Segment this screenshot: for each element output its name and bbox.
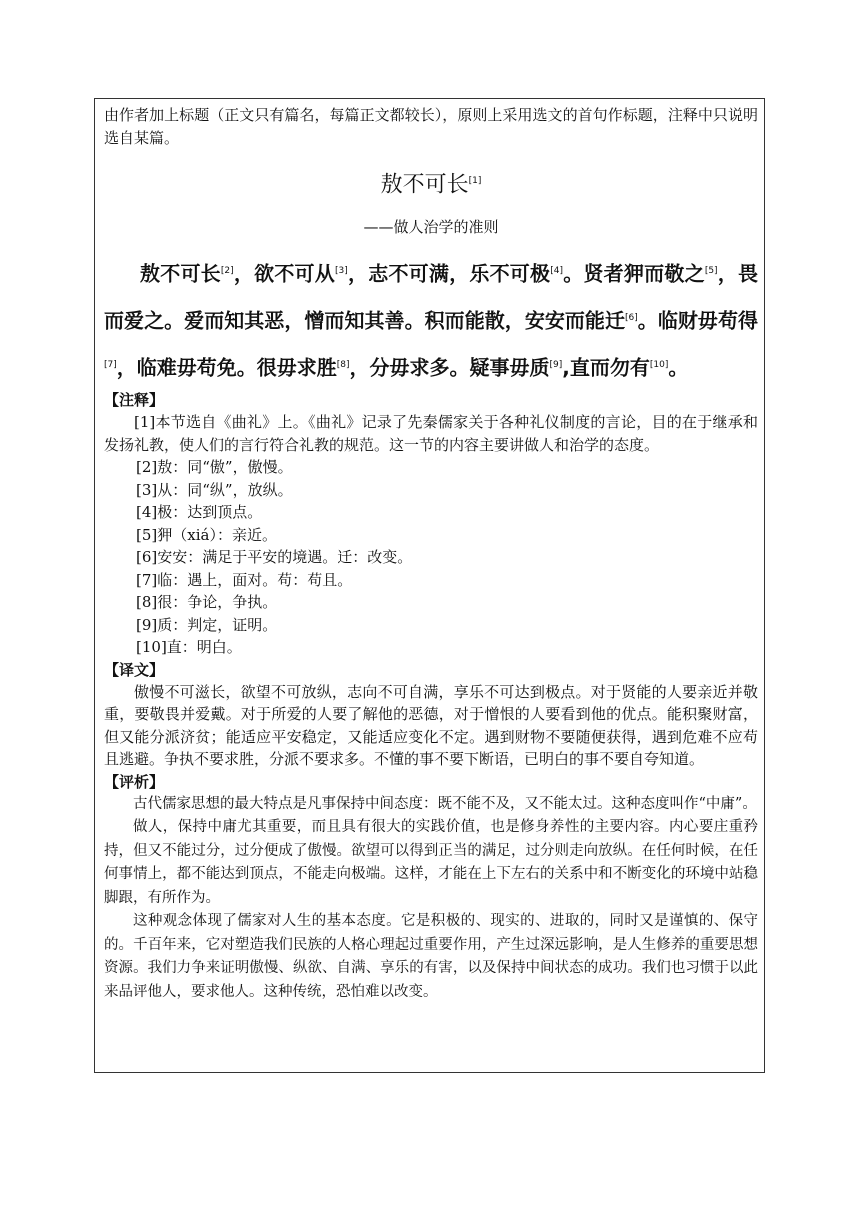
- main-text: [104, 249, 758, 389]
- main-text-segment: ，欲不可从: [233, 261, 336, 286]
- main-text-segment: 。贤者狎而敬之: [563, 261, 705, 286]
- page-title: [104, 163, 758, 203]
- intro-paragraph: 由作者加上标题（正文只有篇名，每篇正文都较长），原则上采用选文的首句作标题，注释中只说明选自某篇。: [104, 106, 758, 147]
- footnote-ref: [9]: [549, 359, 563, 370]
- analysis-paragraph: 古代儒家思想的最大特点是凡事保持中间态度：既不能不及，又不能太过。这种态度叫作“中庸”。: [133, 795, 757, 812]
- notes-heading: 【注释】: [104, 391, 165, 410]
- note-item: [5]狎（xiá）：亲近。: [136, 525, 277, 544]
- note-item: [10]直：明白。: [136, 638, 242, 657]
- analysis-paragraph: 这种观念体现了儒家对人生的基本态度。它是积极的、现实的、进取的，同时又是谨慎的、保守的。千百年来，它对塑造我们民族的人格心理起过重要作用，产生过深远影响，是人生修养的重要思想资源。我们力争来证明傲慢、纵欲、自满、享乐的有害，以及保持中间状态的成功。我们也习惯于以此来品评他人，要求他人。这种传统，恐怕难以改变。: [104, 913, 758, 1000]
- title-text: 敖不可长: [380, 172, 469, 198]
- note-item: [1]本节选自《曲礼》上。《曲礼》记录了先秦儒家关于各种礼仪制度的言论，目的在于继承和发扬礼教，使人们的言行符合礼教的规范。这一节的内容主要讲做人和治学的态度。: [104, 413, 758, 454]
- footnote-ref: [2]: [220, 266, 234, 277]
- document-body: [104, 104, 758, 1004]
- footnote-ref: [6]: [625, 312, 638, 323]
- analysis-paragraph: 做人，保持中庸尤其重要，而且具有很大的实践价值，也是修身养性的主要内容。内心要庄重矜持，但又不能过分，过分便成了傲慢。欲望可以得到正当的满足，过分则走向放纵。在任何时候，在任何事情上，都不能达到顶点，不能走向极端。这样，才能在上下左右的关系中和不断变化的环境中站稳脚跟，有所作为。: [104, 819, 758, 906]
- note-item: [8]很：争论，争执。: [136, 593, 278, 612]
- footnote-ref: [8]: [336, 359, 350, 370]
- note-item: [2]敖：同“傲”，傲慢。: [136, 458, 293, 477]
- translation-paragraph: 傲慢不可滋长，欲望不可放纵，志向不可自满，享乐不可达到极点。对于贤能的人要亲近并敬重，要敬畏并爱戴。对于所爱的人要了解他的恶德，对于憎恨的人要看到他的优点。能积聚财富，但又能分派济贫；能适应平安稳定，又能适应变化不定。遇到财物不要随便获得，遇到危难不应苟且逃避。争执不要求胜，分派不要求多。不懂的事不要下断语，已明白的事不要自夸知道。: [104, 682, 758, 769]
- note-item: [4]极：达到顶点。: [136, 503, 263, 522]
- main-text-segment: 敖不可长: [140, 261, 221, 286]
- analysis-heading: 【评析】: [104, 772, 165, 791]
- translation-heading: 【译文】: [104, 660, 165, 679]
- footnote-ref: [10]: [649, 359, 669, 370]
- main-text-segment: ，临难毋苟免。很毋求胜: [116, 355, 337, 380]
- main-text-segment: ，畏而爱之。爱而知其恶，憎而知其善。积而能散，安安而能迁: [104, 261, 759, 333]
- footnote-ref: [4]: [550, 266, 563, 277]
- main-text-segment: ,直而勿有: [562, 355, 650, 380]
- note-item: [3]从：同“纵”，放纵。: [136, 480, 293, 499]
- title-footnote-ref: [1]: [468, 176, 482, 186]
- page-subtitle: ——做人治学的准则: [363, 218, 499, 237]
- main-text-segment: ，分毋求多。疑事毋质: [349, 355, 550, 380]
- footnote-ref: [7]: [104, 359, 117, 370]
- main-text-segment: 。: [668, 355, 689, 380]
- main-text-segment: ，志不可满，乐不可极: [347, 261, 551, 286]
- note-item: [9]质：判定，证明。: [136, 615, 278, 634]
- note-item: [7]临：遇上，面对。苟：苟且。: [136, 570, 353, 589]
- footnote-ref: [3]: [335, 266, 348, 277]
- footnote-ref: [5]: [704, 266, 718, 277]
- note-item: [6]安安：满足于平安的境遇。迁：改变。: [136, 548, 413, 567]
- main-text-segment: 。临财毋苟得: [637, 308, 758, 333]
